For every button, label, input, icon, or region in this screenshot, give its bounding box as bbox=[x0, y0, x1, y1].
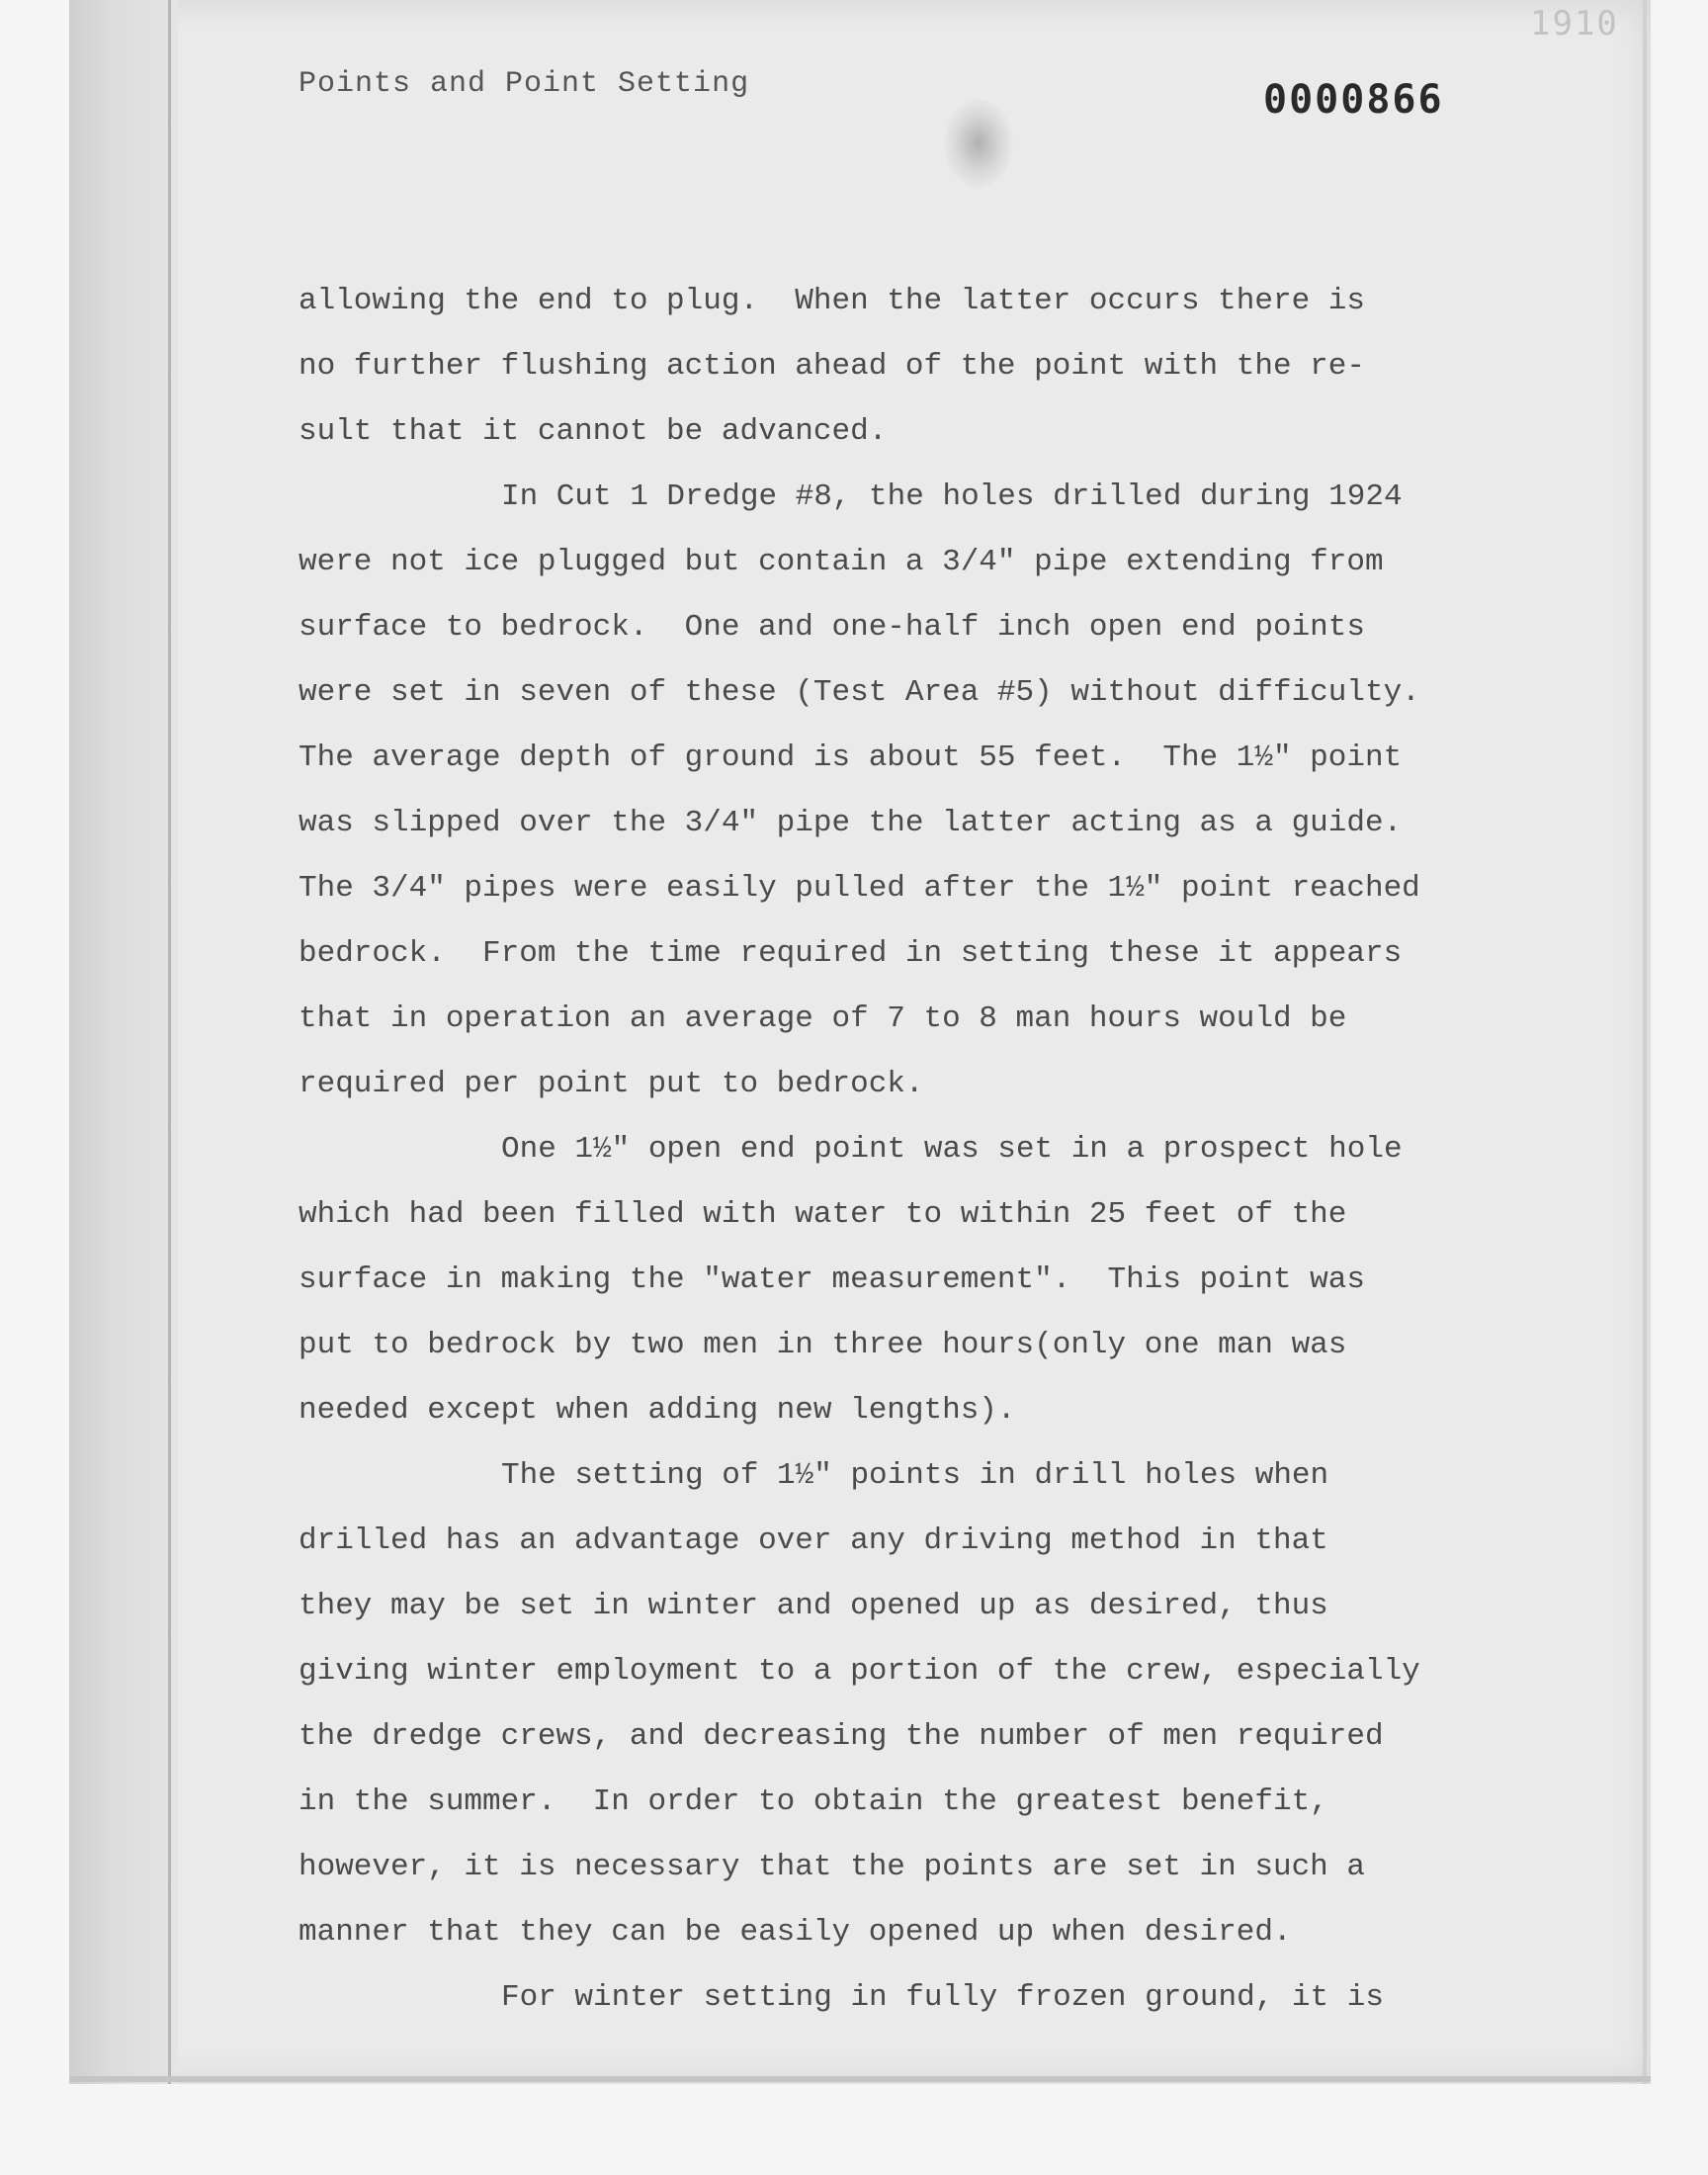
text-line: allowing the end to plug. When the latter occurs there is bbox=[299, 284, 1365, 318]
sheet-bottom-edge bbox=[69, 2076, 1651, 2082]
text-line: The average depth of ground is about 55 feet. The 1½" point bbox=[299, 740, 1403, 775]
sheet-binding-shadow bbox=[69, 0, 178, 2084]
paragraph-start-line: In Cut 1 Dredge #8, the holes drilled during 1924 bbox=[501, 479, 1403, 514]
text-line: in the summer. In order to obtain the greatest benefit, bbox=[299, 1784, 1328, 1819]
text-line: needed except when adding new lengths). bbox=[299, 1393, 1016, 1428]
text-line: bedrock. From the time required in setting these it appears bbox=[299, 936, 1403, 971]
text-line: were not ice plugged but contain a 3/4" pipe extending from bbox=[299, 545, 1384, 579]
sheet-right-edge bbox=[1643, 0, 1647, 2084]
text-line: giving winter employment to a portion of the crew, especially bbox=[299, 1654, 1420, 1689]
text-line: put to bedrock by two men in three hours(only one man was bbox=[299, 1328, 1347, 1362]
text-line: which had been filled with water to within 25 feet of the bbox=[299, 1197, 1347, 1232]
paragraph-start-line: One 1½" open end point was set in a prospect hole bbox=[501, 1132, 1403, 1167]
text-line: required per point put to bedrock. bbox=[299, 1067, 924, 1101]
text-line: manner that they can be easily opened up when desired. bbox=[299, 1915, 1292, 1950]
text-line: no further flushing action ahead of the point with the re- bbox=[299, 349, 1365, 384]
text-line: drilled has an advantage over any driving method in that bbox=[299, 1523, 1328, 1558]
body-text bbox=[299, 269, 1583, 2031]
text-line: were set in seven of these (Test Area #5) without difficulty. bbox=[299, 675, 1420, 710]
text-line: that in operation an average of 7 to 8 man hours would be bbox=[299, 1001, 1347, 1036]
paragraph-start-line: For winter setting in fully frozen ground, it is bbox=[501, 1980, 1384, 2015]
faded-corner-mark: 1910 bbox=[1530, 4, 1619, 44]
text-line: they may be set in winter and opened up as desired, thus bbox=[299, 1589, 1328, 1623]
page-number: 0000866 bbox=[1263, 77, 1444, 123]
text-line: The 3/4" pipes were easily pulled after the 1½" point reached bbox=[299, 871, 1420, 906]
text-line: surface in making the "water measurement". This point was bbox=[299, 1262, 1365, 1297]
paragraph-start-line: The setting of 1½" points in drill holes when bbox=[501, 1458, 1329, 1493]
running-title: Points and Point Setting bbox=[299, 67, 750, 101]
text-line: sult that it cannot be advanced. bbox=[299, 414, 888, 449]
text-line: however, it is necessary that the points are set in such a bbox=[299, 1850, 1365, 1884]
sheet-margin-line bbox=[168, 0, 171, 2084]
text-line: was slipped over the 3/4" pipe the latter acting as a guide. bbox=[299, 806, 1403, 840]
text-line: the dredge crews, and decreasing the number of men required bbox=[299, 1719, 1384, 1754]
ink-smudge bbox=[944, 99, 1013, 188]
text-line: surface to bedrock. One and one-half inch open end points bbox=[299, 610, 1365, 645]
